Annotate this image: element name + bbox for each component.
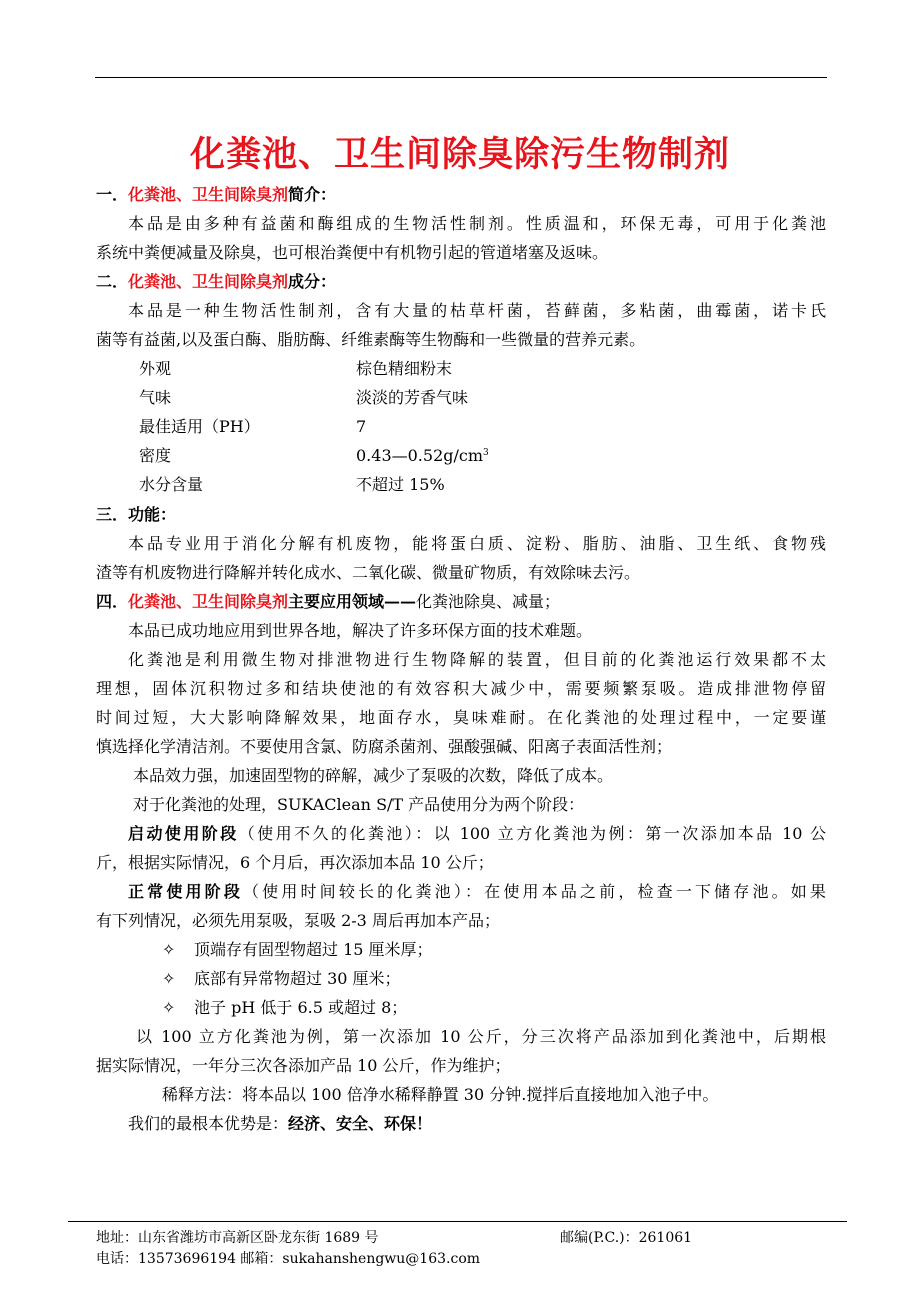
advantage-highlight: 经济、安全、环保！ bbox=[288, 1114, 433, 1133]
section-1-line-1: 本品是由多种有益菌和酶组成的生物活性制剂。性质温和，环保无毒，可用于化粪池 bbox=[128, 214, 826, 233]
footer-rule bbox=[68, 1221, 847, 1222]
diamond-star-icon: ✧ bbox=[162, 969, 176, 988]
section-3-line-1: 本品专业用于消化分解有机废物，能将蛋白质、淀粉、脂肪、油脂、卫生纸、食物残 bbox=[128, 534, 826, 553]
bullet-text: 顶端存有固型物超过 15 厘米厚； bbox=[194, 940, 433, 959]
section-2-label: 成分： bbox=[288, 272, 337, 291]
density-superscript: 3 bbox=[483, 448, 489, 458]
section-4-p2-line-2: 理想，固体沉积物过多和结块使池的有效容积大减少中，需要频繁泵吸。造成排泄物停留 bbox=[96, 679, 826, 698]
bullet-item bbox=[162, 964, 401, 993]
section-1-heading bbox=[96, 180, 826, 209]
property-row bbox=[139, 470, 639, 499]
section-2-heading bbox=[96, 267, 826, 296]
bullet-text: 池子 pH 低于 6.5 或超过 8； bbox=[194, 998, 408, 1017]
property-key: 外观 bbox=[139, 359, 172, 378]
section-1-label: 简介： bbox=[288, 185, 337, 204]
section-4-heading bbox=[96, 587, 826, 616]
advantage-prefix: 我们的最根本优势是： bbox=[128, 1114, 289, 1133]
bullet-item bbox=[162, 935, 433, 964]
property-value-density bbox=[356, 441, 489, 470]
stage-2-text: （使用时间较长的化粪池）：在使用本品之前，检查一下储存池。如果 bbox=[243, 882, 826, 901]
section-2-product: 化粪池、卫生间除臭剂 bbox=[128, 272, 289, 291]
section-3-heading: 三．功能： bbox=[96, 505, 177, 524]
property-key: 水分含量 bbox=[139, 475, 204, 494]
property-row bbox=[139, 383, 639, 412]
section-2-number: 二． bbox=[96, 272, 129, 291]
property-key: 密度 bbox=[139, 446, 172, 465]
property-key: 气味 bbox=[139, 388, 172, 407]
property-row bbox=[139, 441, 639, 470]
section-4-subject: 化粪池除臭、减量； bbox=[416, 592, 561, 611]
density-value: 0.43—0.52g/cm bbox=[356, 446, 484, 465]
property-value: 棕色精细粉末 bbox=[356, 359, 453, 378]
property-row bbox=[139, 412, 639, 441]
stage-1-text: （使用不久的化粪池）：以 100 立方化粪池为例：第一次添加本品 10 公 bbox=[238, 824, 826, 843]
property-row bbox=[139, 354, 639, 383]
bullet-text: 底部有异常物超过 30 厘米； bbox=[194, 969, 401, 988]
stage-1-line-2: 斤，根据实际情况，6 个月后，再次添加本品 10 公斤； bbox=[96, 853, 494, 872]
property-value: 淡淡的芳香气味 bbox=[356, 388, 469, 407]
section-4-paragraph-4: 对于化粪池的处理，SUKAClean S/T 产品使用分为两个阶段： bbox=[133, 795, 585, 814]
advantage-line bbox=[96, 1109, 858, 1138]
property-table bbox=[139, 354, 639, 499]
section-4-p2-line-1: 化粪池是利用微生物对排泄物进行生物降解的装置，但目前的化粪池运行效果都不太 bbox=[128, 650, 826, 669]
stage-1-line-1 bbox=[96, 819, 826, 848]
stage-1-label: 启动使用阶段 bbox=[128, 824, 239, 843]
section-4-paragraph-1: 本品已成功地应用到世界各地，解决了许多环保方面的技术难题。 bbox=[128, 621, 593, 640]
section-4-paragraph-3: 本品效力强，加速固型物的碎解，减少了泵吸的次数，降低了成本。 bbox=[133, 766, 614, 785]
section-4-p5-line-1: 以 100 立方化粪池为例，第一次添加 10 公斤，分三次将产品添加到化粪池中，后期根 bbox=[136, 1027, 826, 1046]
property-value: 不超过 15% bbox=[356, 475, 445, 494]
section-4-p2-line-3: 时间过短，大大影响降解效果，地面存水，臭味难耐。在化粪池的处理过程中，一定要谨 bbox=[96, 708, 826, 727]
section-1-number: 一． bbox=[96, 185, 129, 204]
property-value: 7 bbox=[356, 417, 367, 436]
diamond-star-icon: ✧ bbox=[162, 940, 176, 959]
section-2-line-1: 本品是一种生物活性制剂，含有大量的枯草杆菌，苔藓菌，多粘菌，曲霉菌，诺卡氏 bbox=[128, 301, 826, 320]
section-1-line-2: 系统中粪便减量及除臭，也可根治粪便中有机物引起的管道堵塞及返味。 bbox=[96, 243, 609, 262]
section-4-p2-line-4: 慎选择化学清洁剂。不要使用含氯、防腐杀菌剂、强酸强碱、阳离子表面活性剂； bbox=[96, 737, 673, 756]
stage-2-line-1 bbox=[96, 877, 826, 906]
section-4-number: 四． bbox=[96, 592, 129, 611]
diamond-star-icon: ✧ bbox=[162, 998, 176, 1017]
property-key: 最佳适用（PH） bbox=[139, 417, 260, 436]
section-3-line-2: 渣等有机废物进行降解并转化成水、二氧化碳、微量矿物质，有效除味去污。 bbox=[96, 563, 641, 582]
footer-zip: 邮编(P.C.)：261061 bbox=[560, 1230, 693, 1246]
document-title: 化粪池、卫生间除臭除污生物制剂 bbox=[189, 134, 730, 175]
section-1-product: 化粪池、卫生间除臭剂 bbox=[128, 185, 289, 204]
section-2-line-2: 菌等有益菌,以及蛋白酶、脂肪酶、纤维素酶等生物酶和一些微量的营养元素。 bbox=[96, 330, 646, 349]
footer-address: 地址：山东省潍坊市高新区卧龙东街 1689 号 bbox=[96, 1230, 379, 1246]
section-4-label: 主要应用领域—— bbox=[288, 592, 417, 611]
bullet-item bbox=[162, 993, 407, 1022]
stage-2-label: 正常使用阶段 bbox=[128, 882, 243, 901]
stage-2-line-2: 有下列情况，必须先用泵吸，泵吸 2-3 周后再加本产品； bbox=[96, 911, 500, 930]
header-rule bbox=[95, 77, 827, 78]
footer-contact: 电话：13573696194 邮箱：sukahanshengwu@163.com bbox=[96, 1251, 481, 1267]
dilution-method: 稀释方法：将本品以 100 倍净水稀释静置 30 分钟.搅拌后直接地加入池子中。 bbox=[162, 1085, 719, 1104]
section-4-product: 化粪池、卫生间除臭剂 bbox=[128, 592, 289, 611]
section-4-p5-line-2: 据实际情况，一年分三次各添加产品 10 公斤，作为维护； bbox=[96, 1056, 511, 1075]
